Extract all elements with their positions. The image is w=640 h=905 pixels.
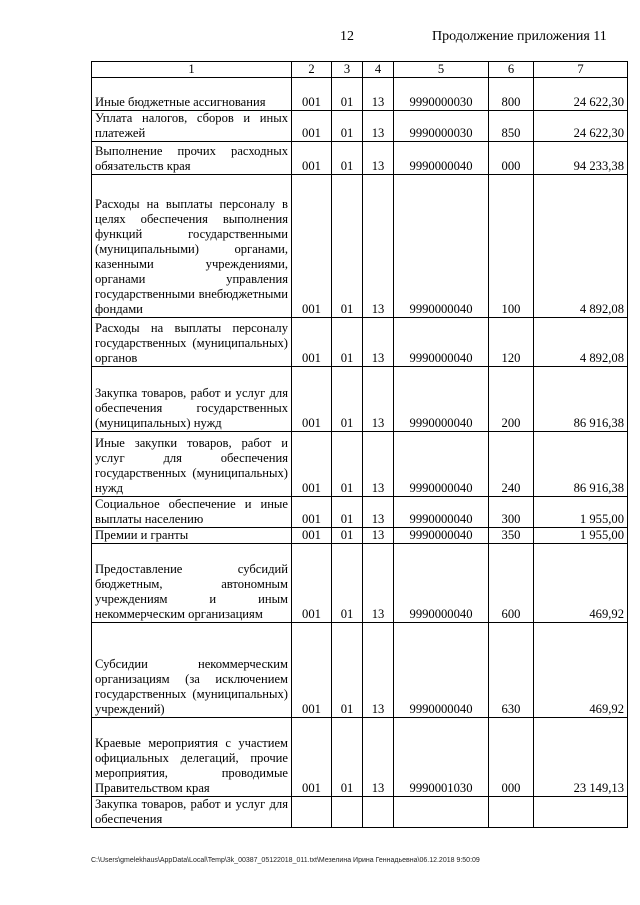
table-row (92, 718, 628, 797)
col-number-6: 6 (489, 62, 534, 78)
expense-name-cell: Социальное обеспечение и иные выплаты населению (92, 497, 292, 528)
value-cell-c7: 94 233,38 (534, 142, 628, 175)
value-cell-c7 (534, 797, 628, 828)
value-cell-c3: 01 (332, 175, 363, 318)
footer-file-path: C:\Users\gmelekhaus\AppData\Local\Temp\3k_00387_05122018_011.txt\Мезелина Ирина Геннадьевна\06.12.2018 9:50:09 (91, 857, 480, 864)
table-row (92, 111, 628, 142)
value-cell-c5: 9990000040 (394, 175, 489, 318)
value-cell-c7: 86 916,38 (534, 432, 628, 497)
value-cell-c3: 01 (332, 544, 363, 623)
value-cell-c2: 001 (292, 623, 332, 718)
value-cell-c3: 01 (332, 528, 363, 544)
value-cell-c4: 13 (363, 175, 394, 318)
table-row (92, 432, 628, 497)
value-cell-c6: 630 (489, 623, 534, 718)
value-cell-c7: 86 916,38 (534, 367, 628, 432)
value-cell-c2: 001 (292, 497, 332, 528)
value-cell-c6: 600 (489, 544, 534, 623)
value-cell-c7: 1 955,00 (534, 497, 628, 528)
value-cell-c4: 13 (363, 528, 394, 544)
table-row (92, 78, 628, 111)
expense-name-cell: Иные бюджетные ассигнования (92, 78, 292, 111)
value-cell-c4: 13 (363, 544, 394, 623)
value-cell-c7: 4 892,08 (534, 175, 628, 318)
value-cell-c5: 9990000030 (394, 111, 489, 142)
value-cell-c6: 350 (489, 528, 534, 544)
table-row (92, 367, 628, 432)
value-cell-c2 (292, 797, 332, 828)
value-cell-c2: 001 (292, 111, 332, 142)
value-cell-c4: 13 (363, 432, 394, 497)
expense-name-cell: Закупка товаров, работ и услуг для обеспечения государственных (муниципальных) нужд (92, 367, 292, 432)
value-cell-c3: 01 (332, 111, 363, 142)
value-cell-c4: 13 (363, 111, 394, 142)
expense-name-cell: Закупка товаров, работ и услуг для обеспечения (92, 797, 292, 828)
expense-name-cell: Расходы на выплаты персоналу в целях обеспечения выполнения функций государственными (муниципальными) органами, казенными учреждениями, органами управления государственными внебюджетными фондами (92, 175, 292, 318)
table-row (92, 623, 628, 718)
col-number-2: 2 (292, 62, 332, 78)
expense-name-cell: Краевые мероприятия с участием официальных делегаций, прочие мероприятия, проводимые Правительством края (92, 718, 292, 797)
col-number-5: 5 (394, 62, 489, 78)
value-cell-c6: 000 (489, 718, 534, 797)
value-cell-c7: 23 149,13 (534, 718, 628, 797)
value-cell-c4 (363, 797, 394, 828)
value-cell-c4: 13 (363, 318, 394, 367)
continuation-label: Продолжение приложения 11 (432, 29, 607, 44)
budget-table (91, 61, 628, 828)
value-cell-c5: 9990001030 (394, 718, 489, 797)
value-cell-c3: 01 (332, 623, 363, 718)
value-cell-c2: 001 (292, 528, 332, 544)
value-cell-c7: 24 622,30 (534, 78, 628, 111)
value-cell-c2: 001 (292, 432, 332, 497)
value-cell-c2: 001 (292, 718, 332, 797)
col-number-1: 1 (92, 62, 292, 78)
value-cell-c4: 13 (363, 718, 394, 797)
col-number-4: 4 (363, 62, 394, 78)
value-cell-c2: 001 (292, 78, 332, 111)
value-cell-c2: 001 (292, 142, 332, 175)
expense-name-cell: Иные закупки товаров, работ и услуг для обеспечения государственных (муниципальных) нужд (92, 432, 292, 497)
value-cell-c2: 001 (292, 175, 332, 318)
table-row (92, 497, 628, 528)
expense-name-cell: Выполнение прочих расходных обязательств края (92, 142, 292, 175)
value-cell-c6: 800 (489, 78, 534, 111)
value-cell-c7: 469,92 (534, 623, 628, 718)
value-cell-c2: 001 (292, 367, 332, 432)
value-cell-c7: 24 622,30 (534, 111, 628, 142)
value-cell-c3: 01 (332, 142, 363, 175)
expense-name-cell: Расходы на выплаты персоналу государственных (муниципальных) органов (92, 318, 292, 367)
value-cell-c5: 9990000040 (394, 497, 489, 528)
value-cell-c5: 9990000040 (394, 432, 489, 497)
value-cell-c6: 200 (489, 367, 534, 432)
value-cell-c4: 13 (363, 367, 394, 432)
value-cell-c5: 9990000040 (394, 528, 489, 544)
page-number: 12 (340, 29, 354, 44)
expense-name-cell: Уплата налогов, сборов и иных платежей (92, 111, 292, 142)
value-cell-c3: 01 (332, 718, 363, 797)
value-cell-c3: 01 (332, 497, 363, 528)
value-cell-c6: 000 (489, 142, 534, 175)
table-row (92, 544, 628, 623)
col-number-7: 7 (534, 62, 628, 78)
value-cell-c5: 9990000040 (394, 142, 489, 175)
value-cell-c7: 469,92 (534, 544, 628, 623)
value-cell-c2: 001 (292, 318, 332, 367)
value-cell-c6: 300 (489, 497, 534, 528)
value-cell-c6: 850 (489, 111, 534, 142)
value-cell-c5: 9990000040 (394, 318, 489, 367)
value-cell-c6: 120 (489, 318, 534, 367)
value-cell-c6: 240 (489, 432, 534, 497)
table-row (92, 142, 628, 175)
expense-name-cell: Предоставление субсидий бюджетным, автономным учреждениям и иным некоммерческим организациям (92, 544, 292, 623)
value-cell-c6: 100 (489, 175, 534, 318)
table-row (92, 528, 628, 544)
value-cell-c4: 13 (363, 497, 394, 528)
table-row (92, 318, 628, 367)
value-cell-c4: 13 (363, 142, 394, 175)
value-cell-c3: 01 (332, 367, 363, 432)
expense-name-cell: Субсидии некоммерческим организациям (за исключением государственных (муниципальных) учреждений) (92, 623, 292, 718)
value-cell-c2: 001 (292, 544, 332, 623)
value-cell-c5: 9990000040 (394, 544, 489, 623)
value-cell-c4: 13 (363, 623, 394, 718)
value-cell-c5: 9990000040 (394, 623, 489, 718)
value-cell-c7: 1 955,00 (534, 528, 628, 544)
value-cell-c3 (332, 797, 363, 828)
value-cell-c3: 01 (332, 78, 363, 111)
value-cell-c4: 13 (363, 78, 394, 111)
value-cell-c5: 9990000040 (394, 367, 489, 432)
table-row (92, 175, 628, 318)
value-cell-c3: 01 (332, 432, 363, 497)
value-cell-c5: 9990000030 (394, 78, 489, 111)
value-cell-c7: 4 892,08 (534, 318, 628, 367)
value-cell-c6 (489, 797, 534, 828)
value-cell-c5 (394, 797, 489, 828)
value-cell-c3: 01 (332, 318, 363, 367)
expense-name-cell: Премии и гранты (92, 528, 292, 544)
col-number-3: 3 (332, 62, 363, 78)
table-row (92, 797, 628, 828)
column-number-row (92, 62, 628, 78)
